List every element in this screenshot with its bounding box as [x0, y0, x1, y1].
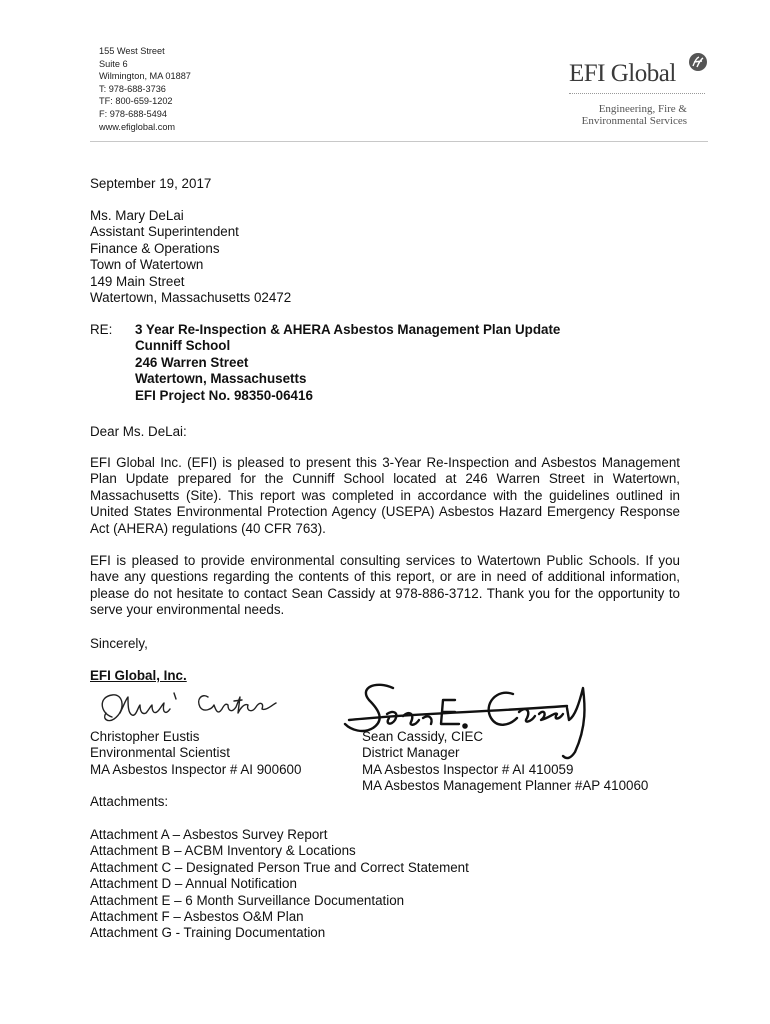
attachment-item: Attachment E – 6 Month Surveillance Documentation — [90, 892, 405, 908]
signer-name: Christopher Eustis — [90, 729, 200, 744]
recipient-organization: Town of Watertown — [90, 257, 204, 273]
efi-global-logo — [562, 50, 710, 130]
signer-title: Environmental Scientist — [90, 745, 230, 761]
phone-line: T: 978-688-3736 — [99, 83, 166, 94]
subject-project-number: EFI Project No. 98350-06416 — [135, 387, 313, 403]
subject-block — [135, 322, 560, 404]
logo-divider — [569, 93, 705, 94]
logo-wordmark: EFI Global — [569, 60, 676, 87]
attachment-item: Attachment F – Asbestos O&M Plan — [90, 909, 304, 925]
signer-license: MA Asbestos Management Planner #AP 410060 — [362, 778, 649, 794]
address-line: Wilmington, MA 01887 — [99, 71, 191, 82]
recipient-name: Ms. Mary DeLai — [90, 208, 184, 223]
logo-tagline: Engineering, Fire & Environmental Services — [581, 103, 687, 127]
attachment-item: Attachment D – Annual Notification — [90, 876, 297, 892]
subject-school: Cunniff School — [135, 338, 231, 354]
subject-city: Watertown, Massachusetts — [135, 371, 307, 387]
company-address — [99, 45, 191, 133]
attachment-item: Attachment G - Training Documentation — [90, 925, 326, 941]
signer-license: MA Asbestos Inspector # AI 410059 — [362, 761, 574, 777]
body-paragraph: EFI Global Inc. (EFI) is pleased to present this 3-Year Re-Inspection and Asbestos Management Plan Update prepared for the Cunniff School located at 246 Warren Street in Watertown, Massachusetts (Site). This report was completed in accordance with the guidelines outlined in United States Environmental Protection Agency (USEPA) Asbestos Hazard Emergency Response Act (AHERA) regulations (40 CFR 763). — [90, 455, 680, 536]
address-line: Suite 6 — [99, 58, 128, 69]
signer-block — [362, 729, 648, 795]
company-name: EFI Global, Inc. — [90, 668, 187, 683]
signer-title: District Manager — [362, 745, 460, 761]
recipient-street: 149 Main Street — [90, 273, 185, 289]
signer-block — [90, 729, 301, 778]
fax-line: F: 978-688-5494 — [99, 108, 167, 119]
globe-icon — [688, 52, 708, 72]
subject-title: 3 Year Re-Inspection & AHERA Asbestos Management Plan Update — [135, 322, 561, 337]
recipient-department: Finance & Operations — [90, 240, 220, 256]
re-label: RE: — [90, 322, 113, 337]
website-line: www.efiglobal.com — [99, 121, 176, 132]
attachment-item: Attachment A – Asbestos Survey Report — [90, 827, 328, 842]
recipient-address — [90, 208, 291, 306]
address-line: 155 West Street — [99, 46, 165, 56]
attachments-label: Attachments: — [90, 794, 169, 809]
body-paragraph: EFI is pleased to provide environmental consulting services to Watertown Public Schools. If you have any questions regarding the contents of this report, or are in need of additional information, please do not hesitate to contact Sean Cassidy at 978-886-3712. Thank you for the opportunity to serve your environmental needs. — [90, 553, 680, 618]
signature-christopher-eustis — [90, 683, 290, 733]
recipient-title: Assistant Superintendent — [90, 224, 239, 240]
tollfree-line: TF: 800-659-1202 — [99, 96, 173, 107]
attachment-item: Attachment B – ACBM Inventory & Locations — [90, 843, 356, 859]
salutation: Dear Ms. DeLai: — [90, 424, 187, 439]
subject-street: 246 Warren Street — [135, 354, 249, 370]
closing: Sincerely, — [90, 636, 148, 651]
attachments-list — [90, 827, 469, 942]
signer-name: Sean Cassidy, CIEC — [362, 729, 484, 744]
attachment-item: Attachment C – Designated Person True and Correct Statement — [90, 859, 469, 875]
header-divider — [90, 141, 708, 142]
letter-date: September 19, 2017 — [90, 176, 212, 191]
signer-license: MA Asbestos Inspector # AI 900600 — [90, 761, 302, 777]
recipient-city: Watertown, Massachusetts 02472 — [90, 290, 292, 306]
